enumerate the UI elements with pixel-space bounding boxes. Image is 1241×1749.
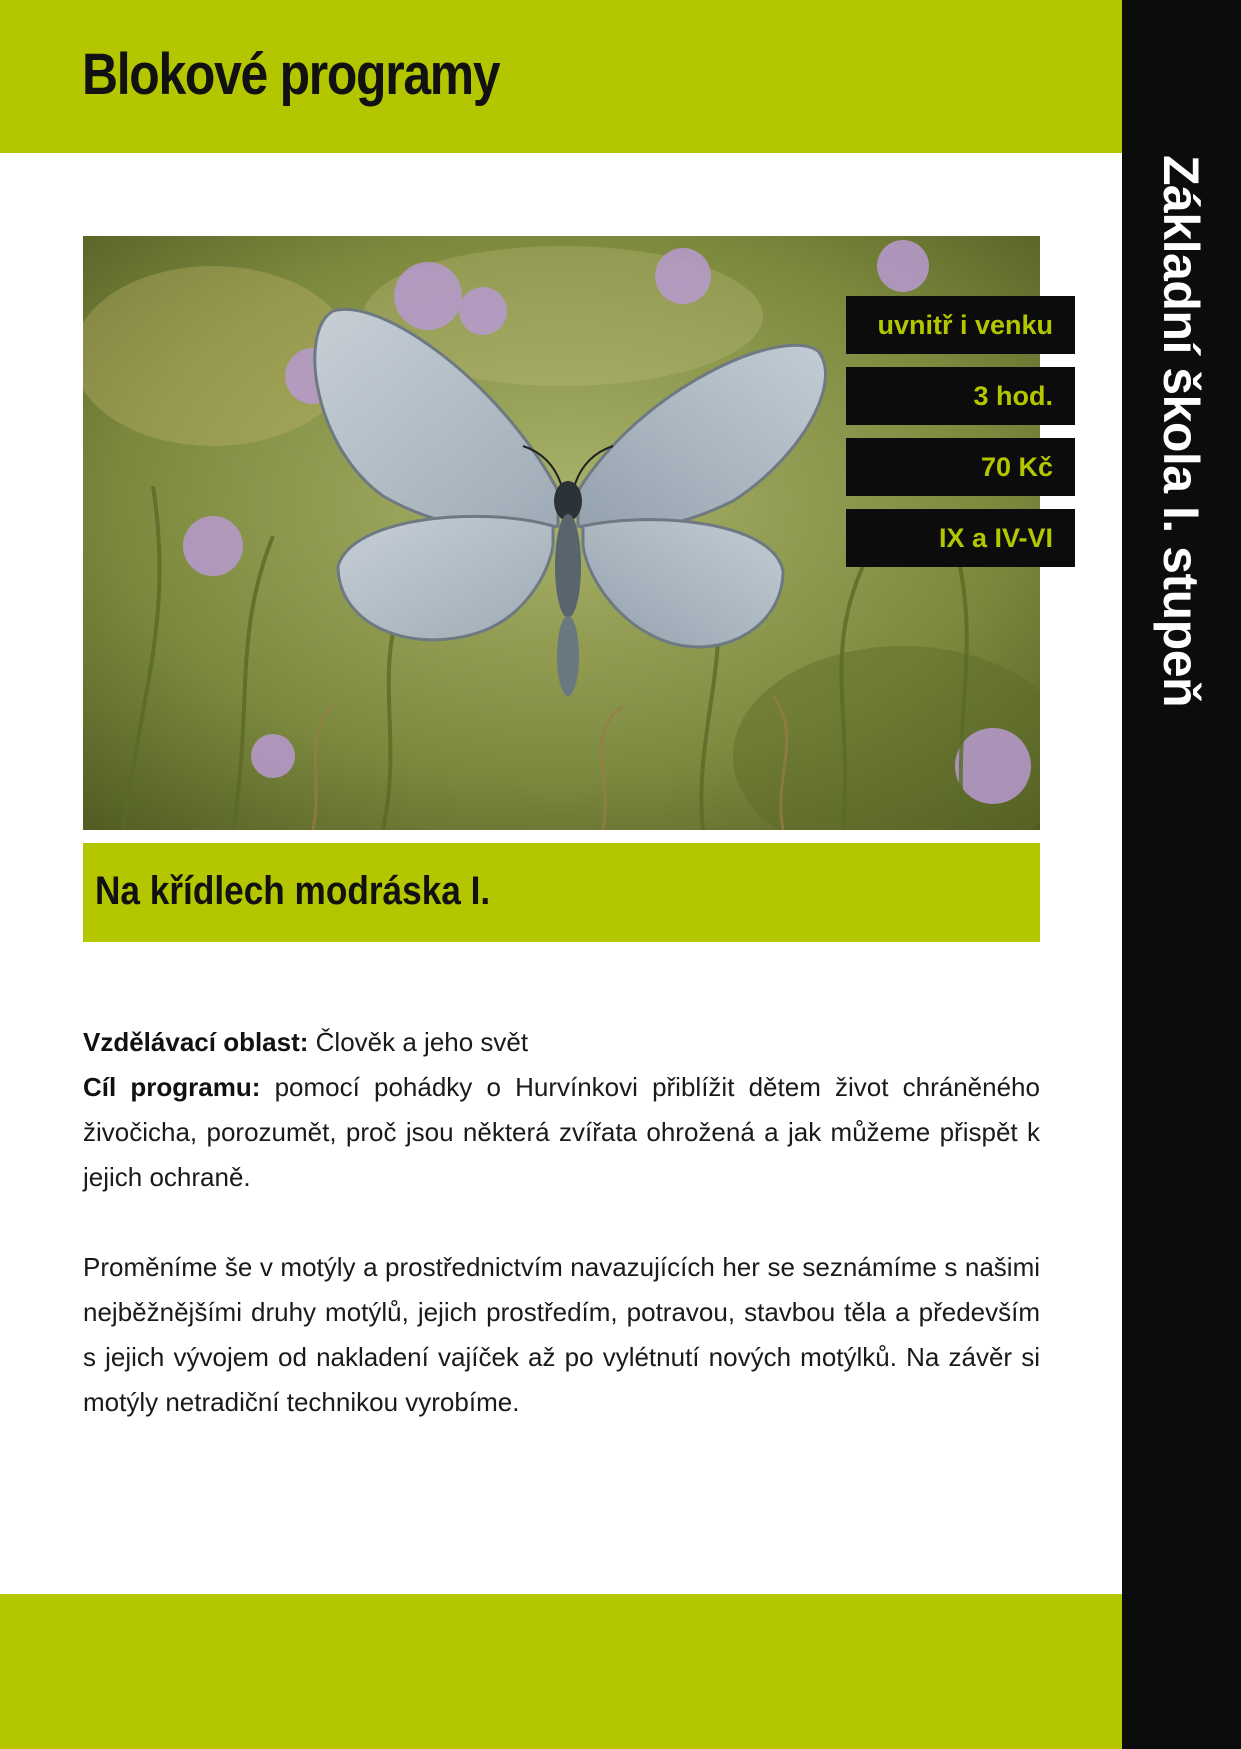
area-label: Vzdělávací oblast: bbox=[83, 1027, 309, 1057]
header-band bbox=[0, 0, 1122, 153]
tag-duration: 3 hod. bbox=[846, 367, 1075, 425]
tag-location: uvnitř i venku bbox=[846, 296, 1075, 354]
page-title: Blokové programy bbox=[82, 42, 500, 107]
area-line bbox=[83, 1020, 1040, 1065]
description: Proměníme še v motýly a prostřednictvím navazujících her se seznámíme s našimi nejběžnějšími druhy motýlů, jejich prostředím, potravou, stavbou těla a především s jejich vývojem od nakladení vajíček až po vylétnutí nových motýlků. Na závěr si motýly netradiční technikou vyrobíme. bbox=[83, 1252, 1040, 1417]
side-title: Základní škola I. stupeň bbox=[1153, 155, 1209, 708]
goal-value: pomocí pohádky o Hurvínkovi přiblížit dětem život chráněného živočicha, porozumět, proč jsou některá zvířata ohrožená a jak můžeme přispět k jejich ochraně. bbox=[83, 1072, 1040, 1192]
tag-grades: IX a IV-VI bbox=[846, 509, 1075, 567]
footer-band bbox=[0, 1594, 1122, 1749]
tag-price: 70 Kč bbox=[846, 438, 1075, 496]
program-band bbox=[83, 843, 1040, 942]
program-content bbox=[83, 1020, 1040, 1425]
goal-label: Cíl programu: bbox=[83, 1072, 261, 1102]
spacer bbox=[83, 1200, 1040, 1245]
program-title: Na křídlech modráska I. bbox=[95, 869, 491, 913]
area-value: Člověk a jeho svět bbox=[315, 1027, 529, 1057]
goal-line bbox=[83, 1065, 1040, 1200]
